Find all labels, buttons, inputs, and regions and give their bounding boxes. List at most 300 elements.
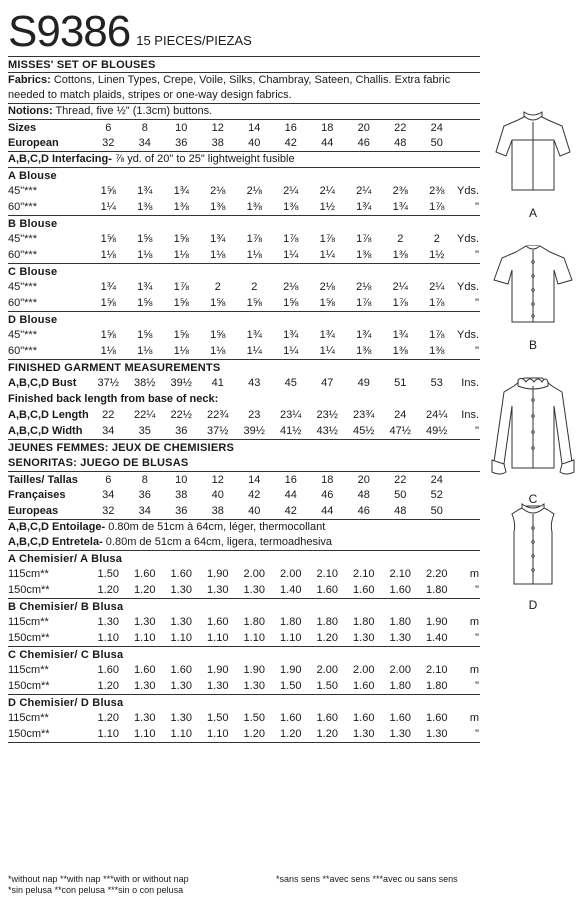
bust-cell: 39½: [170, 377, 192, 389]
yardage-cell: 1⅞: [429, 329, 445, 341]
meterage-cell: 2.10: [426, 664, 448, 676]
yardage-unit: Yds.: [456, 281, 479, 293]
tailles-cell: 18: [321, 473, 334, 486]
yardage-cell: 1⅝: [246, 297, 262, 309]
meterage-row: [8, 582, 480, 598]
francaises-cell: 50: [394, 489, 407, 501]
yardage-cell: 2: [214, 281, 221, 293]
yardage-cell: 1½: [319, 201, 335, 213]
european-label: European: [8, 137, 59, 149]
yardage-cell: 2¼: [392, 281, 408, 293]
meterage-cell: 1.60: [389, 712, 411, 724]
francaises-cell: 34: [102, 489, 115, 501]
yardage-label: 45"***: [8, 185, 37, 197]
meterage-cell: 1.20: [280, 728, 302, 740]
meterage-cell: 1.40: [426, 632, 448, 644]
yardage-cell: 1⅜: [392, 345, 408, 357]
blouse-b-figure: [488, 240, 578, 352]
yardage-label: 60"***: [8, 201, 37, 213]
meterage-row: [8, 710, 480, 726]
footnotes: [8, 874, 580, 896]
bust-cell: 38½: [134, 377, 156, 389]
meterage-cell: 1.50: [207, 712, 229, 724]
meterage-unit: ": [475, 632, 479, 644]
yardage-cell: 1¼: [100, 201, 116, 213]
yardage-unit: ": [475, 345, 479, 357]
european-cell: 38: [211, 137, 224, 149]
width-cell: 39½: [243, 425, 265, 437]
meterage-cell: 1.50: [97, 568, 119, 580]
yardage-cell: 1⅛: [210, 249, 226, 261]
meterage-cell: 1.60: [353, 712, 375, 724]
yardage-cell: 1⅝: [137, 329, 153, 341]
yardage-cell: 1¾: [100, 281, 116, 293]
yardage-cell: 1¾: [173, 185, 189, 197]
width-cell: 34: [102, 425, 115, 437]
sizes-cell: 16: [284, 121, 297, 134]
sizes-cell: 8: [141, 121, 148, 134]
blouse-a-sketch: [488, 108, 578, 198]
yardage-cell: 1⅞: [429, 201, 445, 213]
tailles-cell: 8: [141, 473, 148, 486]
meterage-cell: 1.90: [207, 568, 229, 580]
blouse-c-figure: [488, 372, 578, 506]
yardage-cell: 1¼: [283, 249, 299, 261]
meterage-row: [8, 566, 480, 582]
footnote-fr: *sans sens **avec sens ***avec ou sans sens: [276, 874, 458, 884]
figure-label-d: D: [528, 598, 538, 612]
francaises-cell: 44: [284, 489, 297, 501]
tailles-cell: 10: [175, 473, 188, 486]
interfacing-label: A,B,C,D Interfacing-: [8, 153, 112, 165]
tailles-row: [8, 471, 480, 487]
yardage-cell: 1⅛: [246, 249, 262, 261]
yardage-cell: 1⅜: [429, 345, 445, 357]
yardage-unit: Yds.: [456, 233, 479, 245]
yardage-cell: 1⅛: [173, 345, 189, 357]
sizes-cell: 18: [321, 121, 334, 134]
meterage-cell: 1.30: [170, 680, 192, 692]
yardage-cell: 1¼: [283, 345, 299, 357]
meterage-cell: 1.30: [170, 712, 192, 724]
yardage-cell: 1¾: [210, 233, 226, 245]
meterage-cell: 1.30: [243, 584, 265, 596]
yardage-cell: 1⅞: [283, 233, 299, 245]
yardage-label: 45"***: [8, 329, 37, 341]
francaises-cell: 42: [248, 489, 261, 501]
width-cell: 35: [138, 425, 151, 437]
blouse-c-sketch: [488, 372, 578, 482]
europeas-label: Europeas: [8, 505, 59, 517]
interfacing-text: ⅞ yd. of 20" to 25" lightweight fusible: [111, 153, 295, 165]
meterage-cell: 1.60: [389, 584, 411, 596]
yardage-cell: 1⅛: [173, 249, 189, 261]
meterage-cell: 1.60: [170, 664, 192, 676]
meterage-cell: 1.80: [280, 616, 302, 628]
yardage-cell: 2: [397, 233, 404, 245]
sizes-cell: 24: [430, 121, 443, 134]
meterage-cell: 1.60: [316, 712, 338, 724]
meterage-cell: 1.90: [426, 616, 448, 628]
bust-unit: Ins.: [461, 377, 479, 389]
meterage-cell: 1.20: [97, 584, 119, 596]
meterage-cell: 1.30: [134, 616, 156, 628]
fabrics: [8, 72, 480, 103]
meterage-unit: m: [469, 712, 479, 724]
sizes-cell: 6: [105, 121, 112, 134]
entoilage: [8, 519, 480, 535]
meterage-row: [8, 678, 480, 694]
meterage-row: [8, 630, 480, 646]
yardage-cell: 1¼: [319, 345, 335, 357]
yardage-cell: 1⅜: [173, 201, 189, 213]
width-cell: 37½: [207, 425, 229, 437]
length-cell: 23¼: [280, 409, 302, 421]
meterage-cell: 1.50: [280, 680, 302, 692]
yardage-cell: 1¼: [246, 345, 262, 357]
europeas-cell: 42: [284, 505, 297, 517]
meterage-cell: 1.30: [134, 680, 156, 692]
back-length-title: Finished back length from base of neck:: [8, 393, 219, 405]
meterage-label: 150cm**: [8, 728, 50, 740]
yardage-cell: 1⅝: [210, 329, 226, 341]
section-title-es: SENORITAS: JUEGO DE BLUSAS: [8, 457, 189, 469]
length-cell: 22: [102, 409, 115, 421]
bust-cell: 43: [248, 377, 261, 389]
view-title-metric: D Chemisier/ D Blusa: [8, 694, 480, 710]
meterage-row: [8, 614, 480, 630]
figure-label-a: A: [528, 206, 537, 220]
meterage-cell: 1.30: [207, 584, 229, 596]
footnote-es: *sin pelusa **con pelusa ***sin o con pelusa: [8, 885, 184, 895]
info-column: [8, 56, 480, 743]
meterage-cell: 1.30: [353, 632, 375, 644]
european-cell: 46: [357, 137, 370, 149]
yardage-row: [8, 199, 480, 215]
yardage-cell: 1⅝: [100, 297, 116, 309]
meterage-cell: 1.60: [170, 568, 192, 580]
bust-cell: 37½: [97, 377, 119, 389]
meterage-cell: 1.10: [170, 728, 192, 740]
yardage-cell: 2¼: [319, 185, 335, 197]
length-row: [8, 407, 480, 423]
view-title: D Blouse: [8, 311, 480, 327]
yardage-cell: 2¼: [356, 185, 372, 197]
notions-label: Notions:: [8, 105, 53, 117]
yardage-cell: 1⅛: [137, 249, 153, 261]
end-rule: [8, 742, 480, 743]
bust-row: [8, 375, 480, 391]
europeas-cell: 36: [175, 505, 188, 517]
yardage-row: [8, 279, 480, 295]
yardage-cell: 1½: [429, 249, 445, 261]
yardage-cell: 2: [433, 233, 440, 245]
meterage-cell: 1.40: [280, 584, 302, 596]
meterage-cell: 1.10: [207, 728, 229, 740]
yardage-cell: 1⅛: [100, 249, 116, 261]
width-label: A,B,C,D Width: [8, 425, 83, 437]
yardage-cell: 2⅜: [429, 185, 445, 197]
yardage-row: [8, 343, 480, 359]
meterage-cell: 1.60: [280, 712, 302, 724]
meterage-unit: m: [469, 568, 479, 580]
yardage-cell: 1¾: [356, 329, 372, 341]
figure-label-c: C: [528, 492, 538, 506]
bust-cell: 47: [321, 377, 334, 389]
yardage-row: [8, 231, 480, 247]
sizes-cell: 14: [248, 121, 261, 134]
yardage-label: 60"***: [8, 297, 37, 309]
view-title: B Blouse: [8, 215, 480, 231]
meterage-cell: 1.30: [97, 616, 119, 628]
sizes-label: Sizes: [8, 121, 37, 134]
meterage-cell: 1.30: [389, 728, 411, 740]
yardage-row: [8, 295, 480, 311]
meterage-cell: 2.00: [353, 664, 375, 676]
width-cell: 41½: [280, 425, 302, 437]
european-row: [8, 135, 480, 151]
bust-cell: 45: [284, 377, 297, 389]
francaises-label: Françaises: [8, 489, 66, 501]
meterage-cell: 1.90: [243, 664, 265, 676]
entoilage-text: 0.80m de 51cm à 64cm, léger, thermocollant: [105, 521, 326, 533]
yardage-cell: 1⅝: [173, 329, 189, 341]
bust-cell: 41: [211, 377, 224, 389]
meterage-label: 150cm**: [8, 680, 50, 692]
europeas-cell: 40: [248, 505, 261, 517]
europeas-cell: 38: [211, 505, 224, 517]
meterage-cell: 2.00: [243, 568, 265, 580]
width-cell: 45½: [353, 425, 375, 437]
meterage-label: 115cm**: [8, 664, 49, 676]
yardage-cell: 1¾: [137, 185, 153, 197]
meterage-cell: 1.60: [134, 664, 156, 676]
yardage-cell: 2⅛: [283, 281, 299, 293]
meterage-label: 115cm**: [8, 616, 49, 628]
width-unit: ": [475, 425, 479, 437]
pieces-count: 15 PIECES/PIEZAS: [136, 33, 252, 48]
yardage-unit: Yds.: [456, 185, 479, 197]
view-title: C Blouse: [8, 263, 480, 279]
yardage-cell: 1⅝: [173, 233, 189, 245]
meterage-cell: 2.10: [316, 568, 338, 580]
yardage-cell: 2⅛: [356, 281, 372, 293]
yardage-cell: 1⅜: [356, 345, 372, 357]
yardage-cell: 1¾: [283, 329, 299, 341]
meterage-cell: 1.20: [134, 584, 156, 596]
length-cell: 24¼: [426, 409, 448, 421]
yardage-cell: 1⅞: [246, 233, 262, 245]
meterage-cell: 1.60: [353, 584, 375, 596]
meterage-cell: 1.80: [426, 584, 448, 596]
bust-label: A,B,C,D Bust: [8, 377, 77, 389]
yardage-cell: 1⅝: [137, 233, 153, 245]
yardage-cell: 1⅜: [356, 249, 372, 261]
europeas-row: [8, 503, 480, 519]
yardage-cell: 1⅝: [100, 185, 116, 197]
yardage-label: 60"***: [8, 249, 37, 261]
blouse-a-figure: [488, 108, 578, 220]
entretela-text: 0.80m de 51cm a 64cm, ligera, termoadhesiva: [102, 536, 333, 548]
header: [8, 4, 252, 54]
yardage-label: 60"***: [8, 345, 37, 357]
width-cell: 49½: [426, 425, 448, 437]
yardage-cell: 1⅜: [392, 249, 408, 261]
meterage-cell: 1.80: [316, 616, 338, 628]
meterage-cell: 2.20: [426, 568, 448, 580]
yardage-cell: 1⅞: [319, 233, 335, 245]
yardage-unit: Yds.: [456, 329, 479, 341]
meterage-cell: 1.60: [207, 616, 229, 628]
meterage-unit: ": [475, 680, 479, 692]
notions-text: Thread, five ½" (1.3cm) buttons.: [52, 105, 213, 117]
yardage-cell: 1⅞: [392, 297, 408, 309]
meterage-cell: 2.10: [353, 568, 375, 580]
yardage-cell: 1⅝: [100, 329, 116, 341]
meterage-cell: 1.60: [134, 568, 156, 580]
meterage-cell: 1.90: [207, 664, 229, 676]
meterage-cell: 1.10: [97, 632, 119, 644]
length-cell: 23: [248, 409, 261, 421]
meterage-cell: 1.20: [243, 728, 265, 740]
fabrics-text: Cottons, Linen Types, Crepe, Voile, Silks, Chambray, Sateen, Challis. Extra fabric needed to match plaids, stripes or one-way design fabrics.: [8, 74, 451, 101]
view-title-metric: B Chemisier/ B Blusa: [8, 598, 480, 614]
blouse-d-figure: [488, 500, 578, 612]
francaises-cell: 36: [138, 489, 151, 501]
yardage-label: 45"***: [8, 233, 37, 245]
section-title-en: MISSES' SET OF BLOUSES: [8, 56, 480, 72]
yardage-cell: 1⅞: [356, 233, 372, 245]
interfacing: [8, 151, 480, 167]
length-cell: 24: [394, 409, 407, 421]
yardage-cell: 1⅛: [137, 345, 153, 357]
meterage-unit: ": [475, 584, 479, 596]
length-cell: 23½: [316, 409, 338, 421]
bust-cell: 53: [430, 377, 443, 389]
sizes-cell: 10: [175, 121, 188, 134]
yardage-cell: 1¾: [246, 329, 262, 341]
yardage-cell: 1⅝: [137, 297, 153, 309]
notions: [8, 103, 480, 119]
yardage-cell: 1¾: [137, 281, 153, 293]
francaises-cell: 40: [211, 489, 224, 501]
meterage-cell: 2.00: [316, 664, 338, 676]
european-cell: 50: [430, 137, 443, 149]
european-cell: 36: [175, 137, 188, 149]
meterage-cell: 1.20: [97, 712, 119, 724]
yardage-cell: 1¾: [392, 201, 408, 213]
view-title: A Blouse: [8, 167, 480, 183]
tailles-cell: 6: [105, 473, 112, 486]
tailles-cell: 22: [394, 473, 407, 486]
meterage-cell: 1.30: [243, 680, 265, 692]
yardage-cell: 1⅜: [137, 201, 153, 213]
europeas-cell: 50: [430, 505, 443, 517]
meterage-cell: 1.80: [389, 616, 411, 628]
europeas-cell: 32: [102, 505, 115, 517]
meterage-cell: 1.10: [280, 632, 302, 644]
meterage-cell: 1.10: [207, 632, 229, 644]
tailles-label: Tailles/ Tallas: [8, 473, 78, 486]
width-cell: 47½: [389, 425, 411, 437]
entretela: [8, 535, 480, 550]
sizes-cell: 12: [211, 121, 224, 134]
meterage-cell: 1.80: [243, 616, 265, 628]
yardage-cell: 1⅜: [210, 201, 226, 213]
meterage-unit: m: [469, 616, 479, 628]
length-unit: Ins.: [461, 409, 479, 421]
meterage-cell: 1.50: [243, 712, 265, 724]
european-cell: 42: [284, 137, 297, 149]
yardage-unit: ": [475, 201, 479, 213]
meterage-cell: 1.30: [134, 712, 156, 724]
meterage-cell: 1.30: [170, 616, 192, 628]
meterage-cell: 1.30: [389, 632, 411, 644]
meterage-label: 115cm**: [8, 568, 49, 580]
yardage-row: [8, 183, 480, 199]
meterage-row: [8, 662, 480, 678]
finished-title: FINISHED GARMENT MEASUREMENTS: [8, 359, 480, 375]
francaises-cell: 48: [357, 489, 370, 501]
meterage-cell: 1.30: [170, 584, 192, 596]
meterage-cell: 1.60: [316, 584, 338, 596]
yardage-cell: 2⅜: [392, 185, 408, 197]
european-cell: 34: [138, 137, 151, 149]
francaises-row: [8, 487, 480, 503]
yardage-cell: 2⅛: [246, 185, 262, 197]
yardage-cell: 1¼: [319, 249, 335, 261]
footnote-en: *without nap **with nap ***with or without nap: [8, 874, 189, 884]
pattern-number: S9386: [8, 7, 131, 56]
meterage-cell: 1.20: [316, 632, 338, 644]
yardage-cell: 1⅝: [210, 297, 226, 309]
view-title-metric: A Chemisier/ A Blusa: [8, 550, 480, 566]
meterage-cell: 1.20: [316, 728, 338, 740]
length-cell: 22¾: [207, 409, 229, 421]
meterage-cell: 1.10: [134, 632, 156, 644]
sizes-cell: 20: [357, 121, 370, 134]
bust-cell: 51: [394, 377, 407, 389]
europeas-cell: 48: [394, 505, 407, 517]
meterage-label: 150cm**: [8, 584, 50, 596]
yardage-row: [8, 327, 480, 343]
yardage-cell: 1⅝: [283, 297, 299, 309]
yardage-cell: 2: [251, 281, 258, 293]
figure-label-b: B: [528, 338, 537, 352]
section-title-fr: JEUNES FEMMES: JEUX DE CHEMISIERS: [8, 439, 480, 455]
meterage-cell: 1.10: [97, 728, 119, 740]
meterage-cell: 1.60: [426, 712, 448, 724]
francaises-cell: 38: [175, 489, 188, 501]
meterage-unit: ": [475, 728, 479, 740]
yardage-cell: 2⅛: [210, 185, 226, 197]
meterage-cell: 1.60: [353, 680, 375, 692]
francaises-cell: 52: [430, 489, 443, 501]
fabrics-label: Fabrics:: [8, 74, 51, 86]
yardage-cell: 2⅛: [319, 281, 335, 293]
meterage-unit: m: [469, 664, 479, 676]
tailles-cell: 12: [211, 473, 224, 486]
meterage-cell: 1.80: [353, 616, 375, 628]
yardage-cell: 1⅜: [246, 201, 262, 213]
european-cell: 40: [248, 137, 261, 149]
sizes-row: [8, 119, 480, 135]
length-cell: 23¾: [353, 409, 375, 421]
meterage-cell: 1.80: [389, 680, 411, 692]
yardage-cell: 1⅝: [173, 297, 189, 309]
tailles-cell: 24: [430, 473, 443, 486]
length-cell: 22½: [170, 409, 192, 421]
